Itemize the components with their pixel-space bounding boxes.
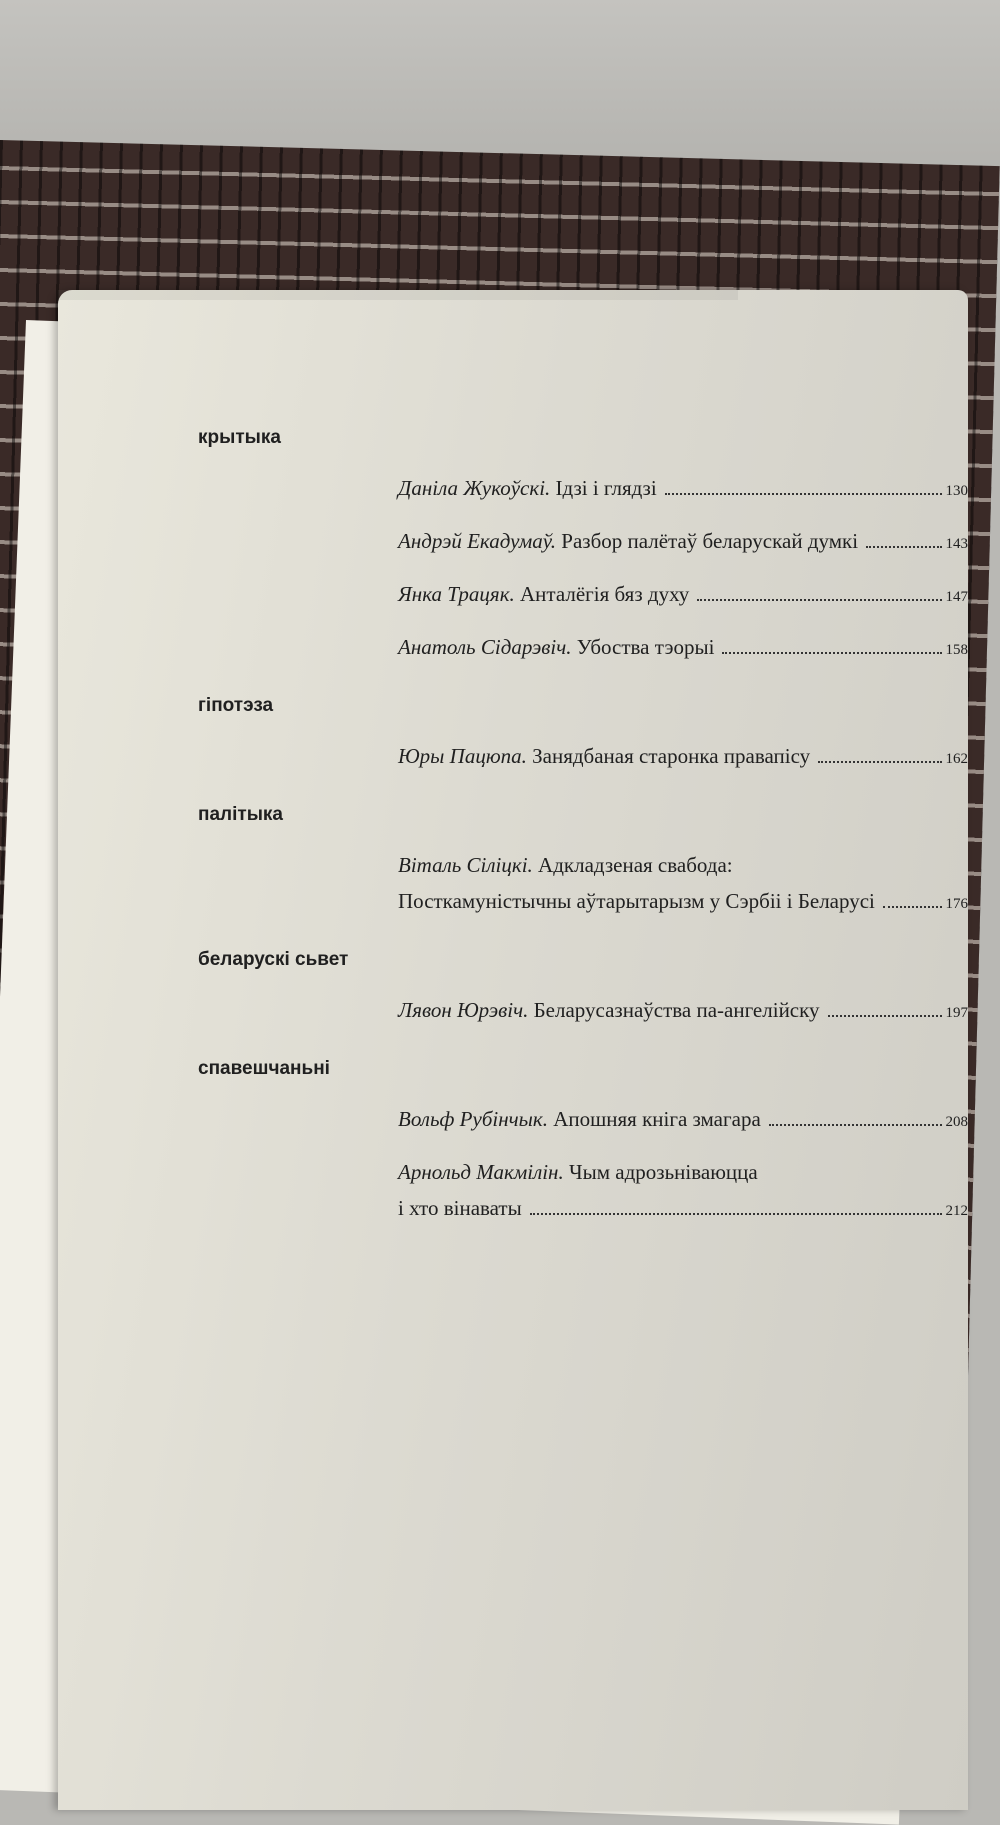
entry-title: Занядбаная старонка правапісу [532,744,811,768]
section-heading: палітыка [198,804,283,825]
entry-title: Разбор палётаў беларускай думкі [561,529,859,553]
dot-leader [883,906,942,908]
entry-author: Анатоль Сідарэвіч. [398,635,572,659]
dot-leader [818,761,941,763]
toc-entry[interactable] [398,1101,968,1140]
entry-author: Андрэй Екадумаў. [398,529,557,553]
toc-entry[interactable] [398,992,968,1031]
entry-author: Арнольд Макмілін. [398,1160,564,1184]
dot-leader [697,599,941,601]
entry-title: Убоства тэорыі [576,635,715,659]
table-of-contents [198,420,1000,1229]
section-heading: спавешчаньні [198,1058,330,1079]
entry-page-number: 197 [945,1005,968,1021]
entry-title-continued: і хто вінаваты [398,1196,522,1220]
entry-title: Адкладзеная свабода: [538,853,733,877]
entry-author: Даніла Жукоўскі. [398,476,551,500]
entry-page-number: 212 [945,1203,968,1219]
toc-entry[interactable] [398,1154,968,1229]
toc-entry[interactable] [398,470,968,509]
toc-entry[interactable] [398,629,968,668]
entry-author: Вольф Рубінчык. [398,1107,548,1131]
entry-page-number: 158 [945,642,968,658]
dot-leader [530,1213,942,1215]
entry-author: Віталь Сіліцкі. [398,853,533,877]
show-through-rule [58,298,738,300]
toc-entry[interactable] [398,523,968,562]
entry-title-continued: Посткамуністычны аўтарытарызм у Сэрбіі і Беларусі [398,889,875,913]
entry-title: Анталёгія бяз духу [520,582,690,606]
dot-leader [866,546,941,548]
section-heading: беларускі сьвет [198,949,349,970]
dot-leader [665,493,942,495]
entry-page-number: 162 [945,751,968,767]
entry-page-number: 143 [945,536,968,552]
entry-page-number: 130 [945,483,968,499]
entry-author: Янка Трацяк. [398,582,515,606]
entry-title: Чым адрозьніваюцца [568,1160,758,1184]
entry-page-number: 176 [945,896,968,912]
book-page [58,290,968,1810]
entry-page-number: 147 [945,589,968,605]
entry-author: Лявон Юрэвіч. [398,998,529,1022]
dot-leader [769,1124,942,1126]
entry-title: Апошняя кніга змагара [553,1107,761,1131]
toc-entry[interactable] [398,576,968,615]
entry-page-number: 208 [945,1114,968,1130]
entry-title: Ідзі і глядзі [555,476,657,500]
entry-title: Беларусазнаўства па-ангелійску [533,998,820,1022]
toc-entry[interactable] [398,738,968,777]
toc-entry[interactable] [398,847,968,922]
section-heading: гіпотэза [198,695,274,716]
entry-author: Юры Пацюпа. [398,744,527,768]
dot-leader [722,652,941,654]
dot-leader [828,1015,942,1017]
section-heading: крытыка [198,427,281,448]
